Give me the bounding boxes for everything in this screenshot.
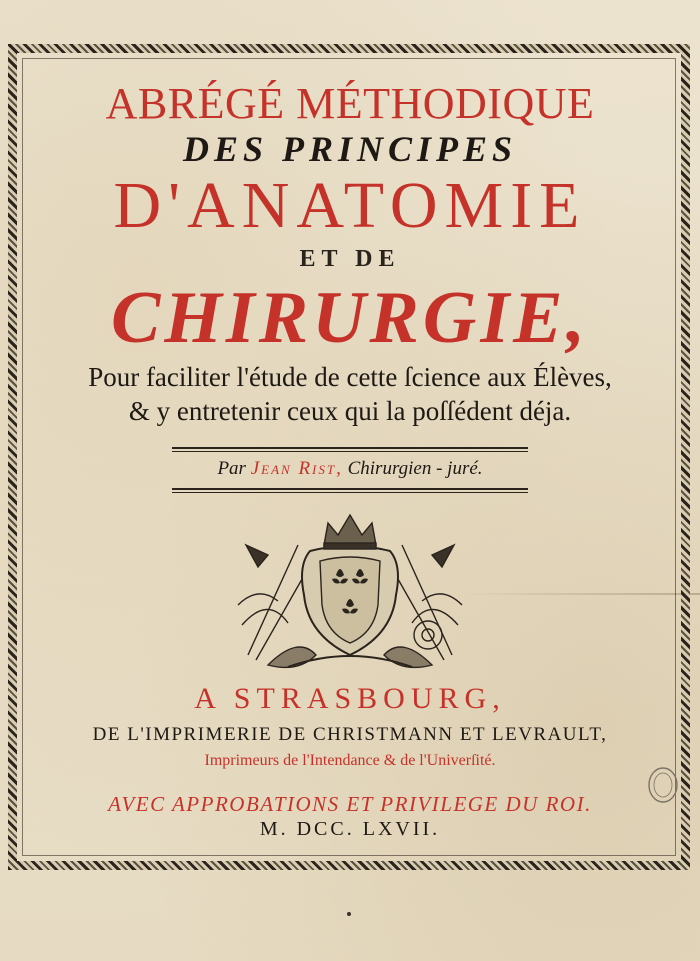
subtitle-line-2: & y entretenir ceux qui la poſſédent déja. (128, 396, 572, 426)
imprint-printer-role: Imprimeurs de l'Intendance & de l'Univerſité. (204, 752, 496, 769)
author-prefix: Par (217, 458, 246, 479)
title-line-abrege: ABRÉGÉ MÉTHODIQUE (105, 79, 595, 128)
rule-top-thin (172, 451, 528, 452)
rule-bottom-thin (172, 492, 528, 493)
author-name: Jean Rist, (250, 458, 343, 479)
subtitle-line-1: Pour faciliter l'étude de cette ſcience aux Élèves, (88, 362, 612, 392)
ink-speck (347, 912, 351, 916)
title-line-et-de: ET DE (299, 246, 401, 272)
author-role: Chirurgien - juré. (347, 458, 483, 479)
author-line (0, 458, 700, 480)
library-stamp-icon (646, 766, 680, 804)
imprint-approval: AVEC APPROBATIONS ET PRIVILEGE DU ROI. (108, 792, 592, 816)
royal-crest-icon (228, 505, 472, 673)
imprint-date: M. DCC. LXVII. (259, 818, 441, 840)
title-line-chirurgie: CHIRURGIE, (111, 277, 589, 359)
title-line-anatomie: D'ANATOMIE (113, 169, 587, 242)
imprint-printer: DE L'IMPRIMERIE DE CHRISTMANN ET LEVRAULT, (92, 724, 608, 745)
imprint-city: A STRASBOURG, (194, 682, 506, 715)
title-line-principes: DES PRINCIPES (182, 129, 518, 169)
rule-bottom (172, 488, 528, 490)
rule-top (172, 447, 528, 449)
